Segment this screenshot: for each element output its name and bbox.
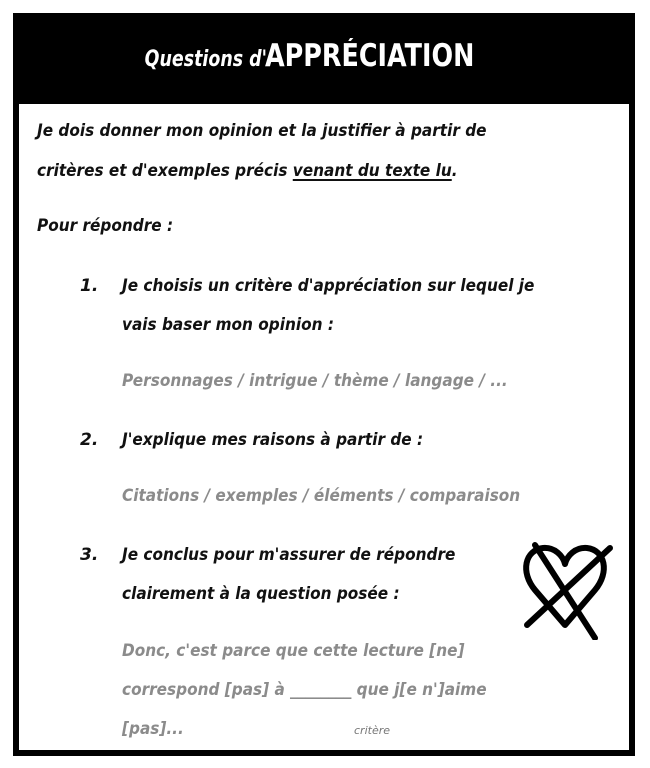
step-3-number: 3. [80, 545, 99, 565]
step-1-line-1: Je choisis un critère d'appréciation sur lequel je [122, 276, 535, 296]
step-3-example-line-1: Donc, c'est parce que cette lecture [ne] [122, 641, 465, 661]
step-2-example: Citations / exemples / éléments / comparaison [122, 486, 521, 506]
prompt-label: Pour répondre : [37, 216, 174, 236]
page-title [13, 38, 635, 74]
step-2-line-1: J'explique mes raisons à partir de : [122, 430, 424, 450]
intro-line-2-plain: critères et d'exemples précis [37, 161, 293, 181]
header-banner [13, 13, 635, 104]
step-2-number: 2. [80, 430, 99, 450]
intro-line-1: Je dois donner mon opinion et la justifier à partir de [37, 121, 487, 141]
step-1-number: 1. [80, 276, 99, 296]
title-main: APPRÉCIATION [264, 38, 475, 74]
crossed-heart-icon [515, 530, 615, 640]
step-1-line-2: vais baser mon opinion : [122, 315, 334, 335]
intro-line-2-end: . [451, 161, 458, 181]
step-3-line-2: clairement à la question posée : [122, 584, 400, 604]
step-3-line-1: Je conclus pour m'assurer de répondre [122, 545, 456, 565]
intro-line-2 [37, 161, 458, 181]
step-3-example-line-2: correspond [pas] à ________ que j[e n']aime [122, 680, 487, 700]
step-1-example: Personnages / intrigue / thème / langage / ... [122, 371, 508, 391]
title-prefix: Questions d' [144, 47, 267, 72]
intro-underlined-phrase: venant du texte lu [292, 161, 452, 181]
blank-label: critère [354, 724, 390, 737]
step-3-example-line-3: [pas]... [122, 719, 184, 739]
